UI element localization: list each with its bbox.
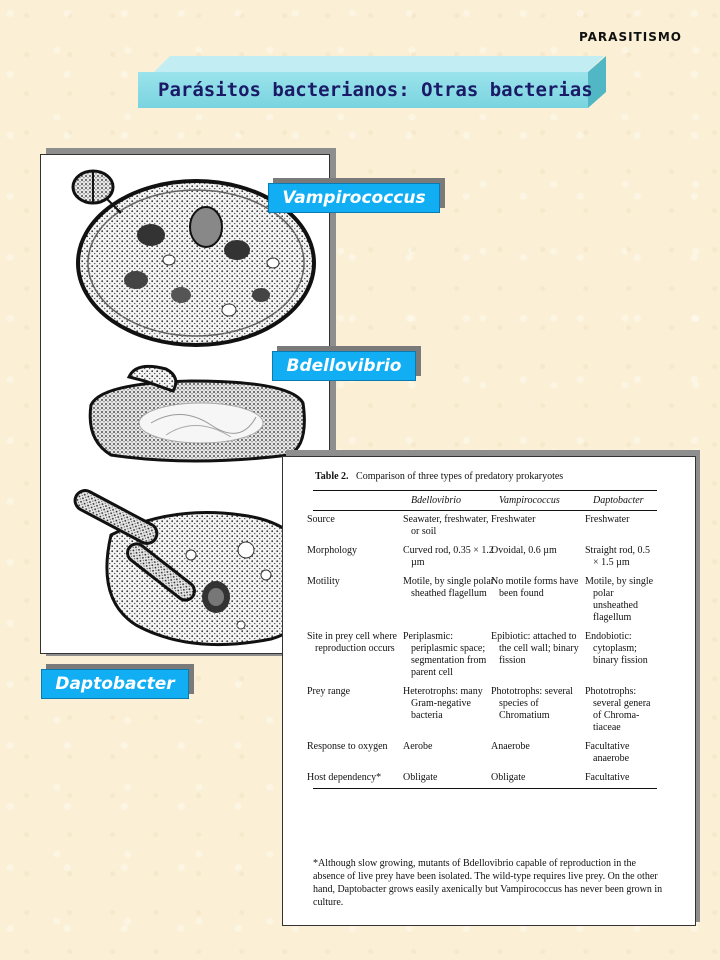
cell-daptobacter: Endobiotic: cytoplasm; binary fission [585,631,648,666]
table-row [313,628,657,683]
comparison-table [307,490,657,789]
cell-daptobacter: Facultative anaerobe [585,741,630,764]
row-label: Morphology [307,545,357,556]
column-header: Bdellovibrio [409,491,497,511]
cell-bdellovibrio: Seawater, freshwater, or soil [403,514,489,537]
row-label: Response to oxygen [307,741,388,752]
row-label: Host dependency* [313,769,409,789]
banner-top-face [154,56,604,72]
cell-daptobacter: Freshwater [585,514,630,525]
table-row [313,769,657,789]
table-row [313,573,657,628]
row-label: Prey range [307,686,351,697]
table-row [313,542,657,573]
column-header: Daptobacter [591,491,657,511]
cell-daptobacter: Straight rod, 0.5 × 1.5 µm [585,545,650,568]
cell-bdellovibrio: Heterotrophs: many Gram-negative bacteria [403,686,483,721]
cell-vampirococcus: Freshwater [491,514,536,525]
cell-bdellovibrio: Motile, by single polar sheathed flagellum [403,576,495,599]
cell-bdellovibrio: Obligate [409,769,497,789]
vampirococcus-label: Vampirococcus [268,183,440,213]
table-header-row [313,491,657,511]
comparison-table-figure [282,456,696,926]
table-row [313,683,657,738]
column-header: Vampirococcus [497,491,591,511]
bdellovibrio-label: Bdellovibrio [272,351,416,381]
page-title: Parásitos bacterianos: Otras bacterias [158,79,593,101]
cell-vampirococcus: Obligate [497,769,591,789]
cell-daptobacter: Phototrophs: several genera of Chroma-tiaceae [585,686,651,733]
table-row [313,738,657,769]
cell-vampirococcus: Phototrophs: several species of Chromatium [491,686,573,721]
table-caption-text: Comparison of three types of predatory prokaryotes [356,471,564,482]
daptobacter-cell-drawing [72,487,314,645]
table-caption-number: Table 2. [315,471,349,482]
cell-vampirococcus: Ovoidal, 0.6 µm [491,545,557,556]
section-tag: PARASITISMO [578,30,682,44]
table-row [313,511,657,543]
cell-daptobacter: Motile, by single polar unsheathed flagellum [585,576,654,623]
column-header [313,491,409,511]
cell-vampirococcus: Epibiotic: attached to the cell wall; binary fission [491,631,579,666]
row-label: Site in prey cell where reproduction occurs [307,631,397,654]
cell-vampirococcus: No motile forms have been found [491,576,579,599]
row-label: Motility [307,576,340,587]
table-caption [315,471,563,482]
table-footnote: *Although slow growing, mutants of Bdellovibrio capable of reproduction in the absence of live prey have been isolated. The wild-type requires live prey. On the other hand, Daptobacter grows easily axenically but Vampirococcus has never been grown in culture. [313,858,663,908]
daptobacter-label: Daptobacter [41,669,189,699]
cell-bdellovibrio: Periplasmic: periplasmic space; segmentation from parent cell [403,631,487,678]
row-label: Source [307,514,335,525]
cell-vampirococcus: Anaerobe [491,741,530,752]
cell-bdellovibrio: Curved rod, 0.35 × 1.2 µm [403,545,494,568]
banner-front-face [138,72,593,108]
cell-daptobacter: Facultative [591,769,657,789]
cell-bdellovibrio: Aerobe [403,741,433,752]
